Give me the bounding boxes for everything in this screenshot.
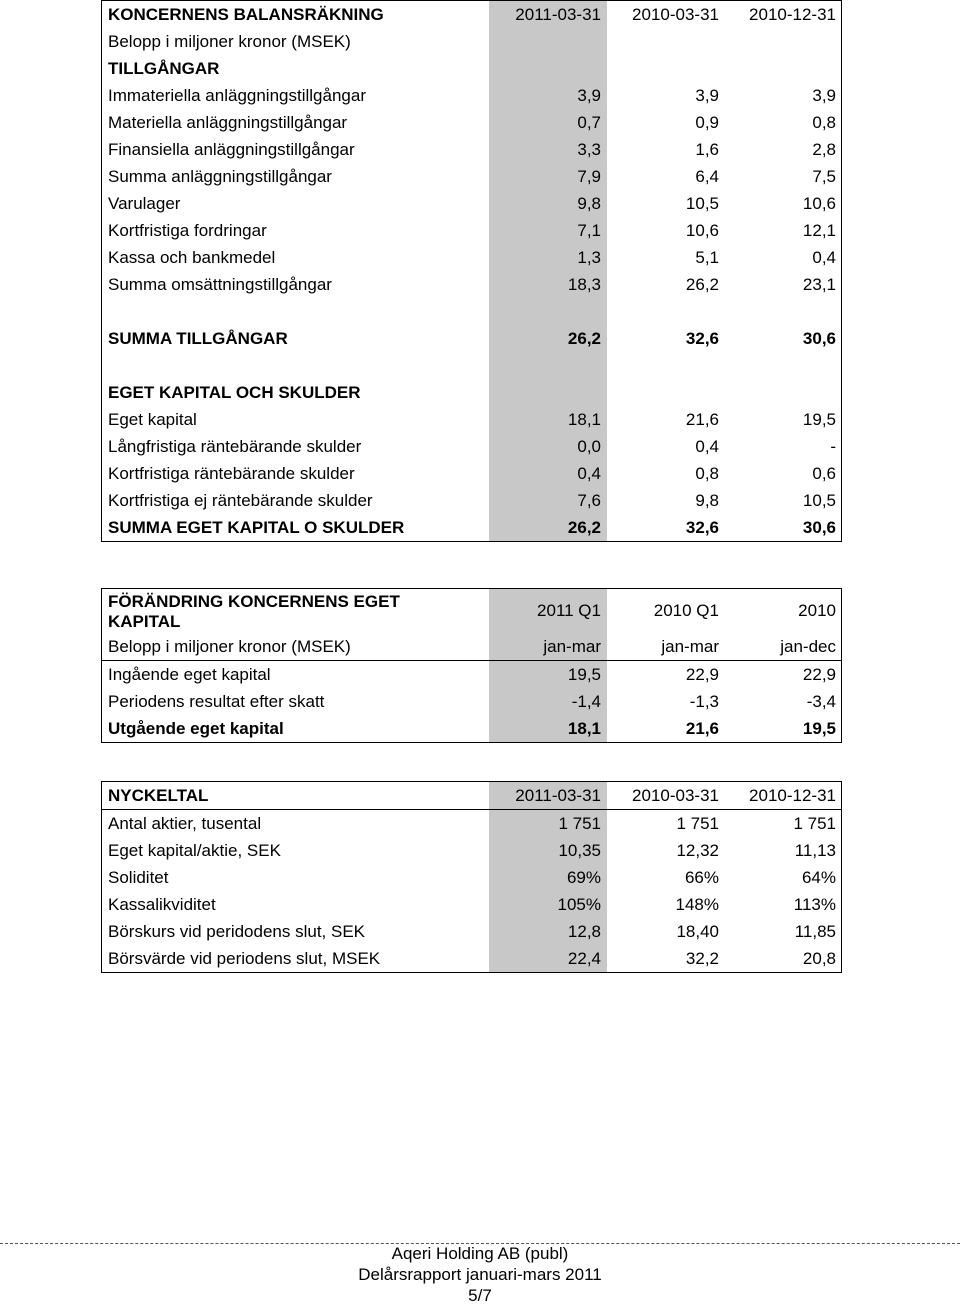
table-row: [102, 244, 841, 271]
row-label: Finansiella anläggningstillgångar: [108, 140, 355, 159]
table-cell: 11,13: [794, 841, 836, 860]
equity-change-unit-row: [102, 633, 841, 661]
period-label: jan-mar: [661, 637, 719, 656]
table-cell: 9,8: [695, 491, 719, 510]
table-cell: 22,9: [685, 665, 719, 684]
page-footer: [0, 1243, 960, 1306]
balance-header-row: [102, 1, 841, 28]
table-cell: 3,9: [695, 86, 719, 105]
row-label: Periodens resultat efter skatt: [108, 692, 325, 711]
row-label: Eget kapital/aktie, SEK: [108, 841, 281, 860]
total-equity-label: SUMMA EGET KAPITAL O SKULDER: [108, 518, 405, 537]
table-row: [102, 864, 841, 891]
table-row: [102, 688, 841, 715]
period-label: jan-mar: [489, 633, 607, 660]
spacer: [102, 298, 841, 325]
row-label: Summa anläggningstillgångar: [108, 167, 332, 186]
table-row: [102, 271, 841, 298]
key-figures-col-header: 2010-03-31: [632, 786, 719, 805]
table-cell: 0,4: [489, 460, 607, 487]
equity-change-header-row: [102, 589, 841, 633]
table-cell: 7,1: [489, 217, 607, 244]
table-cell: 7,9: [489, 163, 607, 190]
table-cell: 0,9: [695, 113, 719, 132]
equity-change-title: FÖRÄNDRING KONCERNENS EGET KAPITAL: [108, 592, 400, 631]
table-cell: 10,6: [802, 194, 836, 213]
table-cell: 19,5: [489, 661, 607, 688]
total-equity-row: [102, 514, 841, 541]
table-cell: 12,32: [676, 841, 719, 860]
table-row: [102, 163, 841, 190]
table-row: [102, 109, 841, 136]
table-cell: 18,3: [489, 271, 607, 298]
table-cell: 22,9: [802, 665, 836, 684]
unit-label: Belopp i miljoner kronor (MSEK): [108, 637, 351, 656]
table-cell: 26,2: [489, 514, 607, 541]
equity-heading: EGET KAPITAL OCH SKULDER: [108, 383, 361, 402]
table-cell: 10,5: [802, 491, 836, 510]
table-cell: 3,9: [489, 82, 607, 109]
table-row: [102, 891, 841, 918]
table-row: [102, 433, 841, 460]
table-cell: 0,4: [695, 437, 719, 456]
balance-unit-row: [102, 28, 841, 55]
table-cell: -3,4: [806, 692, 836, 711]
table-row: [102, 945, 841, 972]
table-row: [102, 136, 841, 163]
table-cell: 1 751: [676, 814, 719, 833]
footer-report: Delårsrapport januari-mars 2011: [358, 1265, 602, 1284]
table-cell: 1,6: [695, 140, 719, 159]
closing-equity-label: Utgående eget kapital: [108, 719, 284, 738]
unit-label: Belopp i miljoner kronor (MSEK): [108, 32, 351, 51]
table-cell: 12,8: [489, 918, 607, 945]
row-label: Kortfristiga ej räntebärande skulder: [108, 491, 373, 510]
table-row: [102, 837, 841, 864]
balance-sheet-table: [101, 0, 842, 542]
total-assets-label: SUMMA TILLGÅNGAR: [108, 329, 288, 348]
table-row: [102, 487, 841, 514]
table-cell: 22,4: [489, 945, 607, 972]
table-cell: 21,6: [685, 719, 719, 738]
balance-col-header: 2011-03-31: [489, 1, 607, 28]
row-label: Materiella anläggningstillgångar: [108, 113, 348, 132]
table-cell: 7,5: [812, 167, 836, 186]
equity-change-rows: [102, 661, 841, 715]
table-cell: 0,8: [812, 113, 836, 132]
period-label: jan-dec: [780, 637, 836, 656]
table-cell: 32,6: [685, 329, 719, 348]
table-cell: 19,5: [802, 719, 836, 738]
row-label: Soliditet: [108, 868, 169, 887]
table-row: [102, 460, 841, 487]
row-label: Ingående eget kapital: [108, 665, 271, 684]
row-label: Kassalikviditet: [108, 895, 216, 914]
table-cell: 0,7: [489, 109, 607, 136]
table-cell: 64%: [801, 868, 836, 887]
table-cell: 7,6: [489, 487, 607, 514]
table-row: [102, 918, 841, 945]
table-cell: 3,3: [489, 136, 607, 163]
row-label: Kortfristiga fordringar: [108, 221, 267, 240]
table-cell: 1 751: [489, 810, 607, 837]
row-label: Kassa och bankmedel: [108, 248, 276, 267]
table-cell: 11,85: [794, 922, 836, 941]
table-cell: 0,4: [812, 248, 836, 267]
table-cell: 30,6: [802, 518, 836, 537]
closing-equity-row: [102, 715, 841, 742]
table-cell: 10,5: [685, 194, 719, 213]
table-cell: 32,6: [685, 518, 719, 537]
table-cell: 18,1: [489, 406, 607, 433]
key-figures-header-row: [102, 782, 841, 810]
key-figures-rows: [102, 810, 841, 972]
table-row: [102, 810, 841, 837]
table-cell: 18,40: [676, 922, 719, 941]
table-row: [102, 82, 841, 109]
table-row: [102, 406, 841, 433]
table-row: [102, 190, 841, 217]
table-cell: 69%: [489, 864, 607, 891]
table-cell: 1,3: [489, 244, 607, 271]
table-cell: 32,2: [685, 949, 719, 968]
table-cell: 113%: [793, 895, 836, 914]
equity-heading-row: [102, 379, 841, 406]
table-cell: 19,5: [802, 410, 836, 429]
table-row: [102, 661, 841, 688]
assets-heading: TILLGÅNGAR: [108, 59, 220, 78]
table-cell: 18,1: [489, 715, 607, 742]
table-cell: 2,8: [812, 140, 836, 159]
table-cell: 26,2: [685, 275, 719, 294]
key-figures-col-header: 2010-12-31: [749, 786, 836, 805]
table-cell: 148%: [675, 895, 719, 914]
table-cell: 26,2: [489, 325, 607, 352]
equity-rows: [102, 406, 841, 514]
equity-change-table: [101, 588, 842, 743]
key-figures-title: NYCKELTAL: [108, 786, 209, 805]
table-cell: 1 751: [793, 814, 836, 833]
table-cell: 5,1: [695, 248, 719, 267]
row-label: Varulager: [108, 194, 181, 213]
table-cell: 0,0: [489, 433, 607, 460]
table-cell: 9,8: [489, 190, 607, 217]
footer-company: Aqeri Holding AB (publ): [391, 1244, 569, 1263]
total-assets-row: [102, 325, 841, 352]
asset-rows: [102, 82, 841, 298]
table-cell: 105%: [489, 891, 607, 918]
spacer: [102, 352, 841, 379]
table-cell: -1,3: [689, 692, 719, 711]
table-cell: -1,4: [489, 688, 607, 715]
row-label: Börsvärde vid periodens slut, MSEK: [108, 949, 381, 968]
key-figures-col-header: 2011-03-31: [489, 782, 607, 809]
row-label: Eget kapital: [108, 410, 197, 429]
balance-col-header: 2010-03-31: [632, 5, 719, 24]
balance-title: KONCERNENS BALANSRÄKNING: [108, 5, 384, 24]
table-cell: 21,6: [685, 410, 719, 429]
row-label: Summa omsättningstillgångar: [108, 275, 332, 294]
table-cell: 10,6: [685, 221, 719, 240]
equity-change-col-header: 2011 Q1: [489, 589, 607, 633]
table-cell: 66%: [684, 868, 719, 887]
assets-heading-row: [102, 55, 841, 82]
table-cell: 12,1: [802, 221, 836, 240]
table-cell: 0,8: [695, 464, 719, 483]
table-cell: 6,4: [695, 167, 719, 186]
key-figures-table: [101, 781, 842, 973]
row-label: Immateriella anläggningstillgångar: [108, 86, 366, 105]
table-cell: 20,8: [802, 949, 836, 968]
balance-col-header: 2010-12-31: [749, 5, 836, 24]
table-cell: 10,35: [489, 837, 607, 864]
row-label: Antal aktier, tusental: [108, 814, 262, 833]
row-label: Långfristiga räntebärande skulder: [108, 437, 362, 456]
table-cell: 23,1: [802, 275, 836, 294]
row-label: Kortfristiga räntebärande skulder: [108, 464, 355, 483]
page-number: 5/7: [468, 1286, 492, 1305]
table-cell: -: [830, 437, 836, 456]
equity-change-col-header: 2010: [798, 601, 836, 620]
table-row: [102, 217, 841, 244]
row-label: Börskurs vid peridodens slut, SEK: [108, 922, 366, 941]
table-cell: 3,9: [812, 86, 836, 105]
equity-change-col-header: 2010 Q1: [653, 601, 719, 620]
table-cell: 30,6: [802, 329, 836, 348]
table-cell: 0,6: [812, 464, 836, 483]
